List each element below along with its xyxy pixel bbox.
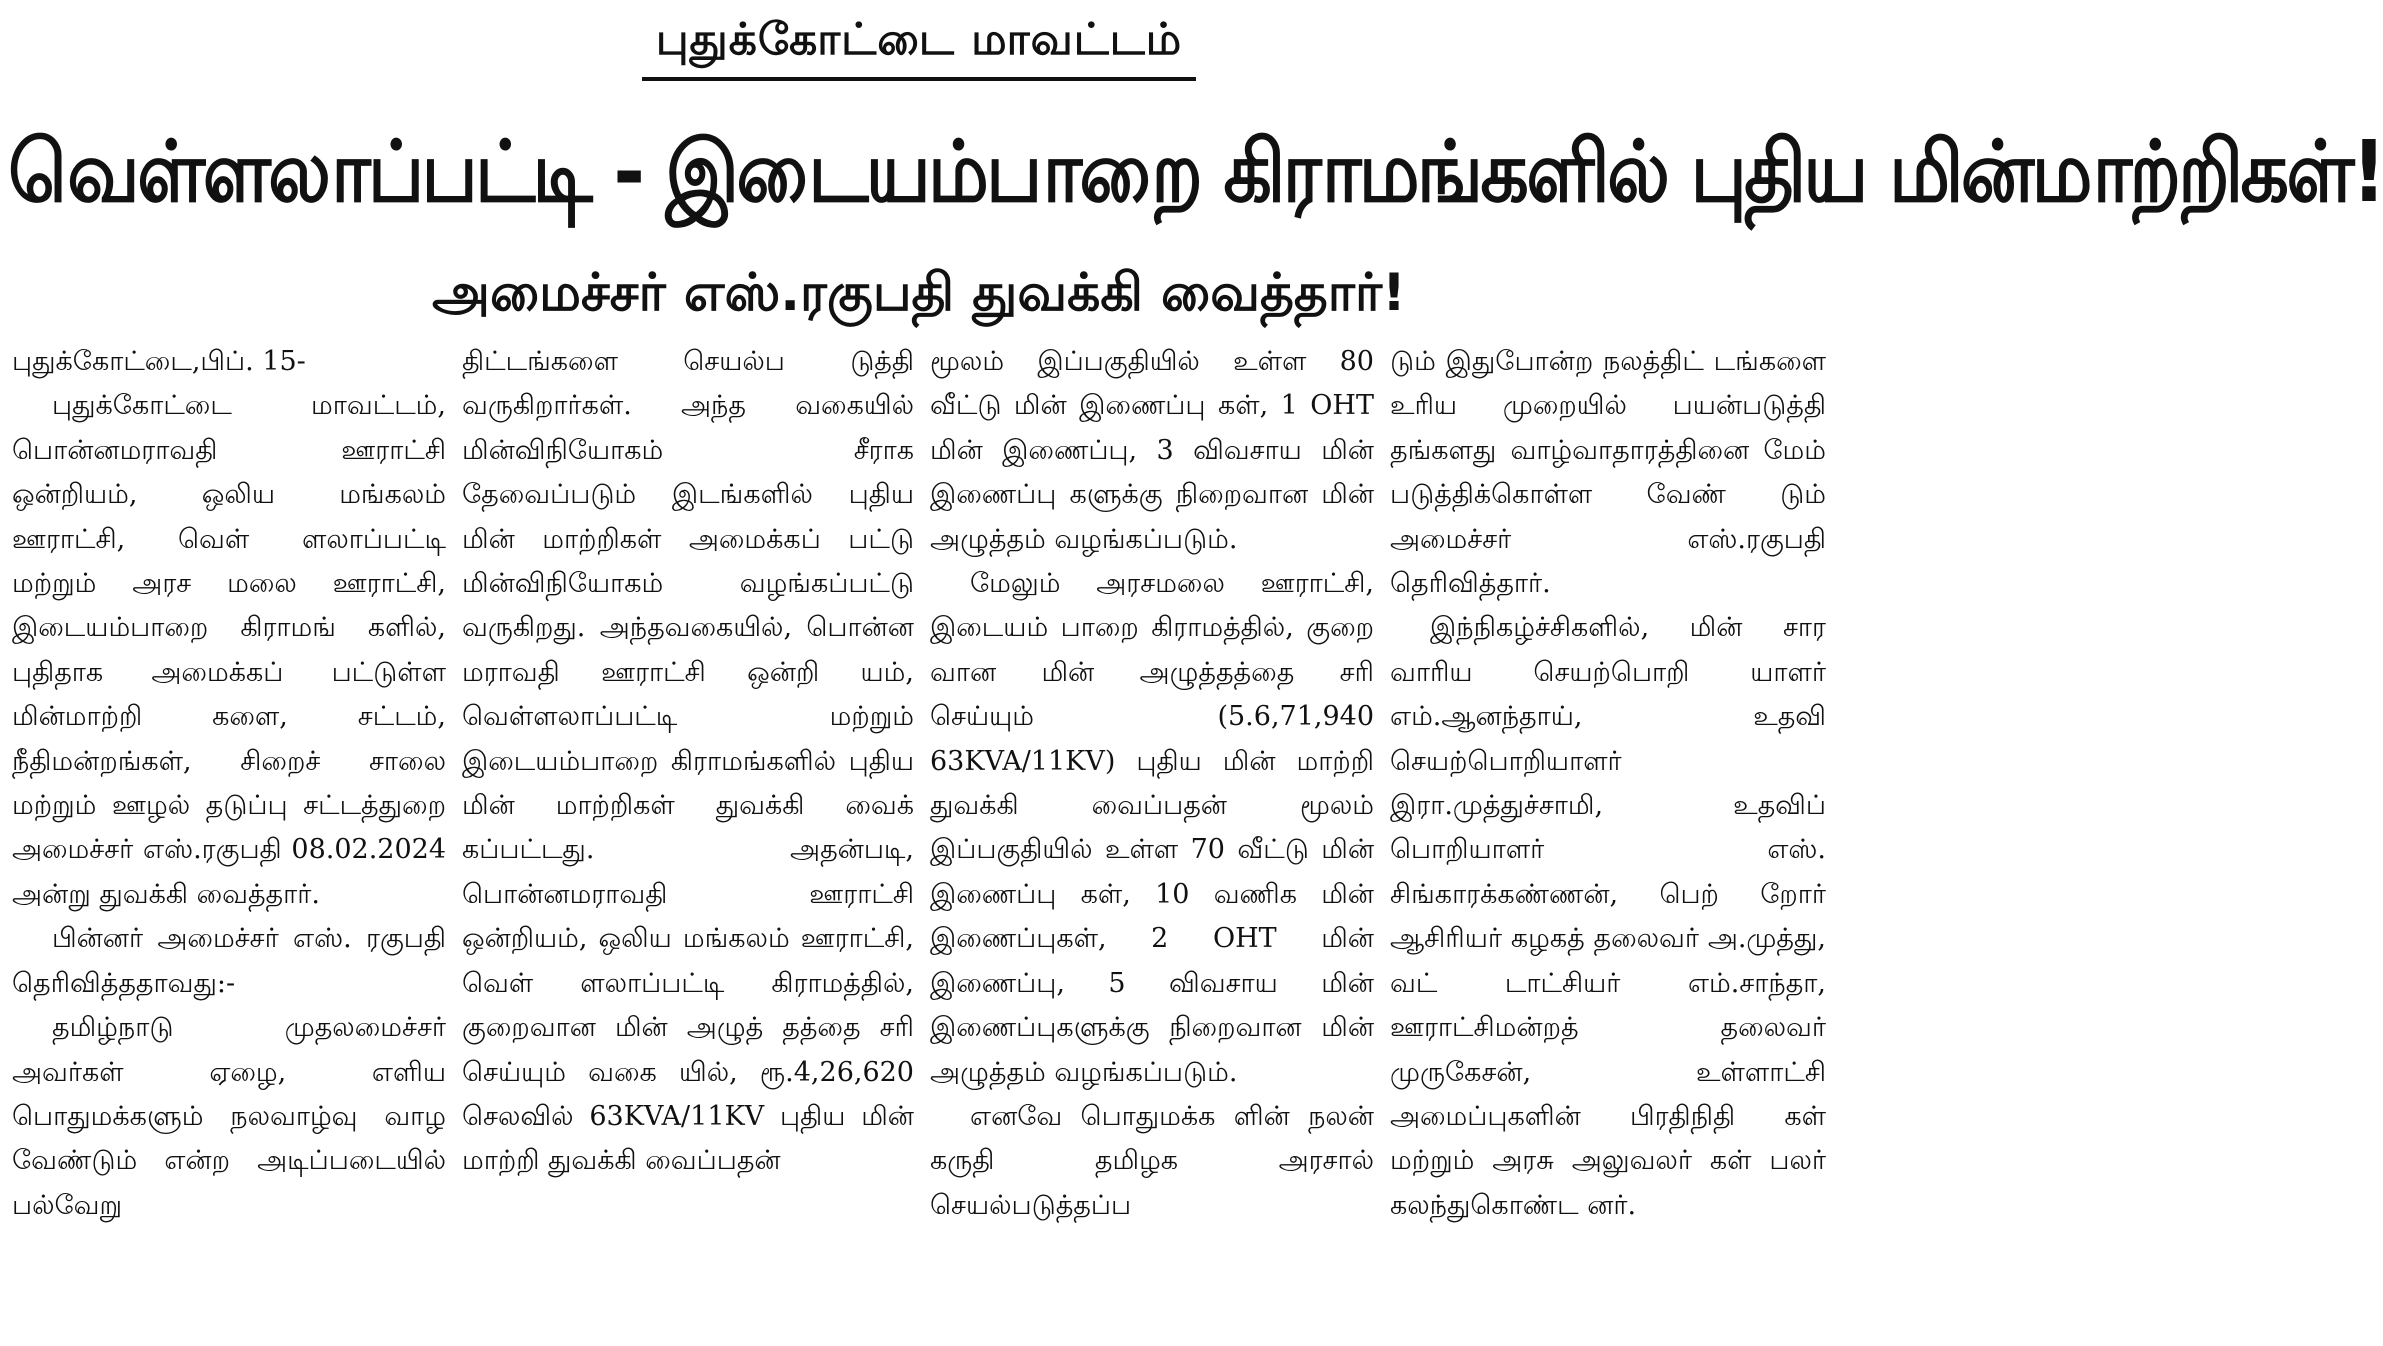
paragraph: திட்டங்களை செயல்ப டுத்தி வருகிறார்கள். அந்த வகையில் மின்விநியோகம் சீராக தேவைப்படும் இடங்களில் புதிய மின் மாற்றிகள் அமைக்கப் பட்டு மின்விநியோகம் வழங்கப்பட்டு வருகிறது. அந்தவகையில், பொன்ன மராவதி ஊராட்சி ஒன்றி யம், வெள்ளலாப்பட்டி மற்றும் இடையம்பாறை கிராமங்களில் புதிய மின் மாற்றிகள் துவக்கி வைக் கப்பட்டது. அதன்படி, பொன்னமராவதி ஊராட்சி ஒன்றியம், ஒலிய மங்கலம் ஊராட்சி, வெள் ளலாப்பட்டி கிராமத்தில், குறைவான மின் அழுத் தத்தை சரி செய்யும் வகை யில், ரூ.4,26,620 செலவில் 63KVA/11KV புதிய மின் மாற்றி துவக்கி வைப்பதன் <box>462 346 914 1177</box>
paragraph: டும் இதுபோன்ற நலத்திட் டங்களை உரிய முறையில் பயன்படுத்தி தங்களது வாழ்வாதாரத்தினை மேம் படுத்திக்கொள்ள வேண் டும் அமைச்சர் எஸ்.ரகுபதி தெரிவித்தார். <box>1390 346 1826 600</box>
paragraph: மூலம் இப்பகுதியில் உள்ள 80 வீட்டு மின் இணைப்பு கள், 1 OHT மின் இணைப்பு, 3 விவசாய மின் இணைப்பு களுக்கு நிறைவான மின் அழுத்தம் வழங்கப்படும். <box>930 346 1374 555</box>
paragraph: மேலும் அரசமலை ஊராட்சி, இடையம் பாறை கிராமத்தில், குறை வான மின் அழுத்தத்தை சரி செய்யும் (5.6,71,940 63KVA/11KV) புதிய மின் மாற்றி துவக்கி வைப்பதன் மூலம் இப்பகுதியில் உள்ள 70 வீட்டு மின் இணைப்பு கள், 10 வணிக மின் இணைப்புகள், 2 OHT மின் இணைப்பு, 5 விவசாய மின் இணைப்புகளுக்கு நிறைவான மின் அழுத்தம் வழங்கப்படும். <box>930 568 1374 1088</box>
paragraph: இந்நிகழ்ச்சிகளில், மின் சார வாரிய செயற்பொறி யாளர் எம்.ஆனந்தாய், உதவி செயற்பொறியாளர் இரா.முத்துச்சாமி, உதவிப் பொறியாளர் எஸ். சிங்காரக்கண்ணன், பெற் றோர் ஆசிரியர் கழகத் தலைவர் அ.முத்து, வட் டாட்சியர் எம்.சாந்தா, ஊராட்சிமன்றத் தலைவர் முருகேசன், உள்ளாட்சி அமைப்புகளின் பிரதிநிதி கள் மற்றும் அரசு அலுவலர் கள் பலர் கலந்துகொண்ட னர். <box>1390 612 1826 1221</box>
article-column-2 <box>456 340 920 1346</box>
headline: வெள்ளலாப்பட்டி - இடையம்பாறை கிராமங்களில் புதிய மின்மாற்றிகள்! <box>8 121 2383 222</box>
paragraph: எனவே பொதுமக்க ளின் நலன் கருதி தமிழக அரசால் செயல்படுத்தப்ப <box>930 1100 1374 1221</box>
paragraph: தமிழ்நாடு முதலமைச்சர் அவர்கள் ஏழை, எளிய பொதுமக்களும் நலவாழ்வு வாழ வேண்டும் என்ற அடிப்படையில் பல்வேறு <box>12 1012 446 1221</box>
article-column-4 <box>1384 340 1832 1346</box>
section-label <box>0 14 1838 81</box>
article-column-1 <box>6 340 452 1346</box>
paragraph: பின்னர் அமைச்சர் எஸ். ரகுபதி தெரிவித்ததாவது:- <box>12 923 446 999</box>
dateline: புதுக்கோட்டை,பிப். 15- <box>12 346 306 377</box>
paragraph: புதுக்கோட்டை மாவட்டம், பொன்னமராவதி ஊராட்சி ஒன்றியம், ஒலிய மங்கலம் ஊராட்சி, வெள் ளலாப்பட்டி மற்றும் அரச மலை ஊராட்சி, இடையம்பாறை கிராமங் களில், புதிதாக அமைக்கப் பட்டுள்ள மின்மாற்றி களை, சட்டம், நீதிமன்றங்கள், சிறைச் சாலை மற்றும் ஊழல் தடுப்பு சட்டத்துறை அமைச்சர் எஸ்.ரகுபதி 08.02.2024 அன்று துவக்கி வைத்தார். <box>12 390 446 910</box>
subheadline: அமைச்சர் எஸ்.ரகுபதி துவக்கி வைத்தார்! <box>432 263 1406 323</box>
article-column-3 <box>924 340 1380 1346</box>
section-label-text: புதுக்கோட்டை மாவட்டம் <box>642 14 1196 81</box>
article-body <box>6 340 1832 1346</box>
